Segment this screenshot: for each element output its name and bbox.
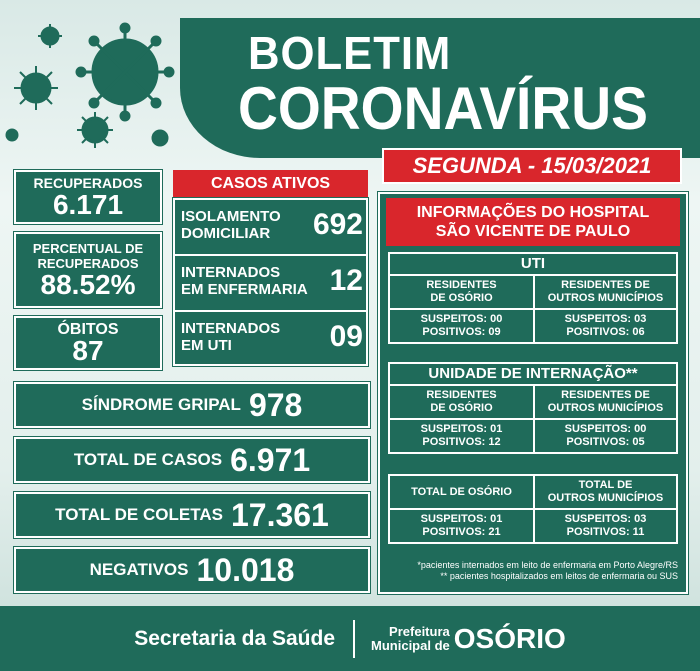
casos-ativos-box bbox=[173, 198, 368, 366]
ca-row-isolamento bbox=[181, 208, 363, 242]
positivos: POSITIVOS: 12 bbox=[422, 436, 501, 448]
date-bar: SEGUNDA - 15/03/2021 bbox=[382, 148, 682, 184]
percentual-value: 88.52% bbox=[40, 269, 136, 300]
suspeitos: SUSPEITOS: 03 bbox=[564, 513, 647, 525]
total-label: NEGATIVOS bbox=[89, 560, 189, 579]
negativos-row bbox=[14, 547, 370, 593]
recuperados-label: RECUPERADOS bbox=[33, 174, 143, 191]
obitos-box bbox=[14, 316, 162, 370]
total-value: 978 bbox=[248, 386, 303, 423]
col-header-1: RESIDENTES bbox=[426, 279, 497, 291]
col-header-2: OUTROS MUNICÍPIOS bbox=[547, 292, 664, 304]
suspeitos: SUSPEITOS: 01 bbox=[420, 423, 503, 435]
positivos: POSITIVOS: 05 bbox=[566, 436, 645, 448]
col-header bbox=[533, 276, 676, 308]
secretaria-label: Secretaria da Saúde bbox=[134, 626, 336, 650]
col-header-2: DE OSÓRIO bbox=[430, 402, 493, 414]
prefeitura-line-2: Municipal de bbox=[371, 637, 450, 653]
title-coronavirus: CORONAVÍRUS bbox=[238, 75, 648, 142]
hospital-title-1: INFORMAÇÕES DO HOSPITAL bbox=[416, 204, 650, 221]
footer-divider bbox=[353, 620, 355, 658]
col-header-1: RESIDENTES DE bbox=[561, 389, 650, 401]
divider bbox=[175, 254, 366, 256]
ca-label-2: EM ENFERMARIA bbox=[181, 281, 308, 298]
recuperados-value: 6.171 bbox=[52, 188, 124, 220]
counts-cell bbox=[390, 418, 533, 452]
uti-title: UTI bbox=[390, 254, 676, 276]
ca-value: 09 bbox=[329, 320, 363, 353]
total-value: 17.361 bbox=[230, 496, 329, 533]
recuperados-box bbox=[14, 170, 162, 224]
col-header bbox=[390, 386, 533, 418]
col-header-2: OUTROS MUNICÍPIOS bbox=[547, 492, 664, 504]
prefeitura-line-1: Prefeitura bbox=[389, 623, 450, 639]
col-header-1: TOTAL DE bbox=[578, 479, 633, 491]
total-label: SÍNDROME GRIPAL bbox=[81, 395, 241, 414]
city-logo: OSÓRIO bbox=[453, 622, 566, 654]
footnote-1: *pacientes internados em leito de enfermaria em Porto Alegre/RS bbox=[417, 560, 678, 570]
col-header bbox=[533, 476, 676, 508]
positivos: POSITIVOS: 09 bbox=[422, 326, 501, 338]
uti-section bbox=[388, 252, 678, 344]
col-header-1: TOTAL DE OSÓRIO bbox=[411, 485, 512, 498]
total-label: TOTAL DE CASOS bbox=[73, 450, 223, 469]
counts-cell bbox=[390, 508, 533, 542]
counts-cell bbox=[533, 418, 676, 452]
title-boletim: BOLETIM bbox=[248, 27, 452, 79]
col-header-1: RESIDENTES bbox=[426, 389, 497, 401]
ca-label-2: DOMICILIAR bbox=[181, 225, 271, 242]
ca-row-uti bbox=[181, 320, 363, 354]
footnotes bbox=[388, 560, 678, 582]
ca-value: 692 bbox=[312, 208, 363, 241]
percentual-box bbox=[14, 232, 162, 308]
ca-value: 12 bbox=[329, 264, 363, 297]
col-header bbox=[533, 386, 676, 418]
col-header-1: RESIDENTES DE bbox=[561, 279, 650, 291]
positivos: POSITIVOS: 21 bbox=[422, 526, 501, 538]
counts-cell bbox=[390, 308, 533, 342]
suspeitos: SUSPEITOS: 00 bbox=[420, 313, 503, 325]
internacao-section bbox=[388, 362, 678, 454]
suspeitos: SUSPEITOS: 00 bbox=[564, 423, 647, 435]
obitos-value: 87 bbox=[72, 334, 104, 366]
total-section bbox=[388, 474, 678, 544]
footer bbox=[0, 606, 700, 671]
counts-cell bbox=[533, 508, 676, 542]
hospital-title-2: SÃO VICENTE DE PAULO bbox=[435, 223, 631, 240]
total-value: 6.971 bbox=[230, 441, 311, 478]
total-value: 10.018 bbox=[196, 551, 295, 588]
total-casos-row bbox=[14, 437, 370, 483]
percentual-label-1: PERCENTUAL DE bbox=[32, 241, 144, 256]
coronavirus-icon bbox=[0, 0, 200, 170]
ca-label-1: INTERNADOS bbox=[181, 320, 281, 337]
ca-row-enfermaria bbox=[181, 264, 363, 298]
divider bbox=[175, 310, 366, 312]
obitos-label: ÓBITOS bbox=[57, 320, 119, 338]
percentual-label-2: RECUPERADOS bbox=[37, 256, 139, 271]
col-header-2: DE OSÓRIO bbox=[430, 292, 493, 304]
col-header-2: OUTROS MUNICÍPIOS bbox=[547, 402, 664, 414]
total-coletas-row bbox=[14, 492, 370, 538]
ca-label-1: INTERNADOS bbox=[181, 264, 281, 281]
sindrome-gripal-row bbox=[14, 382, 370, 428]
ca-label-1: ISOLAMENTO bbox=[181, 208, 281, 225]
suspeitos: SUSPEITOS: 03 bbox=[564, 313, 647, 325]
internacao-title: UNIDADE DE INTERNAÇÃO** bbox=[390, 364, 676, 386]
casos-ativos-title: CASOS ATIVOS bbox=[173, 170, 368, 198]
prefeitura-label bbox=[371, 625, 450, 653]
positivos: POSITIVOS: 06 bbox=[566, 326, 645, 338]
ca-label-2: EM UTI bbox=[181, 337, 232, 354]
col-header bbox=[390, 276, 533, 308]
positivos: POSITIVOS: 11 bbox=[566, 526, 645, 538]
hospital-title bbox=[386, 198, 680, 246]
suspeitos: SUSPEITOS: 01 bbox=[420, 513, 503, 525]
footnote-2: ** pacientes hospitalizados em leitos de enfermaria ou SUS bbox=[440, 571, 678, 581]
col-header bbox=[390, 476, 533, 508]
total-label: TOTAL DE COLETAS bbox=[55, 505, 223, 524]
counts-cell bbox=[533, 308, 676, 342]
